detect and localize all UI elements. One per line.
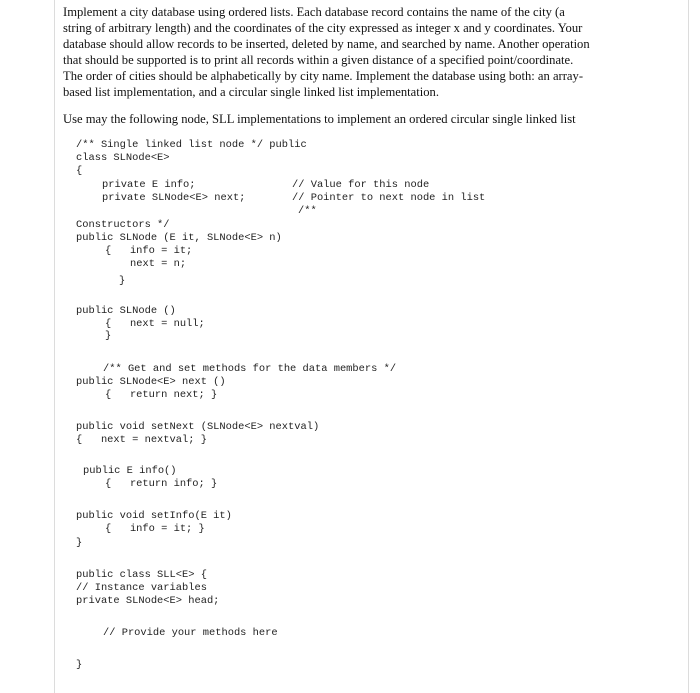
code-line: // Provide your methods here <box>103 627 278 639</box>
code-line: /** Get and set methods for the data members */ <box>103 363 397 375</box>
code-line: public SLNode<E> next () <box>76 376 226 388</box>
problem-line: The order of cities should be alphabetically by city name. Implement the database using both: an array- <box>63 69 584 83</box>
code-line: { return info; } <box>105 478 218 490</box>
code-line: Constructors */ <box>76 219 170 231</box>
code-line: next = n; <box>130 258 187 270</box>
code-line: public void setInfo(E it) <box>76 510 232 522</box>
document-page <box>54 0 689 693</box>
code-line: } <box>119 275 126 287</box>
problem-line: that should be supported is to print all records within a given distance of a specified point/coordinate. <box>63 53 574 67</box>
code-line: private SLNode<E> head; <box>76 595 220 607</box>
problem-line: database should allow records to be inserted, deleted by name, and searched by name. Another operation <box>63 37 590 51</box>
code-line: private E info; <box>102 179 196 191</box>
code-line: } <box>76 659 83 671</box>
code-line: /** Single linked list node */ public <box>76 139 307 151</box>
problem-line: string of arbitrary length) and the coordinates of the city expressed as integer x and y coordinates. Your <box>63 21 583 35</box>
code-line: public E info() <box>83 465 177 477</box>
code-line: public SLNode () <box>76 305 176 317</box>
code-line: // Value for this node <box>292 179 430 191</box>
code-line: { return next; } <box>105 389 218 401</box>
code-line: } <box>105 330 112 342</box>
problem-line: based list implementation, and a circular single linked list implementation. <box>63 85 439 99</box>
code-line: // Pointer to next node in list <box>292 192 486 204</box>
instruction-paragraph <box>63 111 643 127</box>
problem-statement <box>63 4 643 100</box>
code-line: class SLNode<E> <box>76 152 170 164</box>
code-line: { next = null; <box>105 318 205 330</box>
code-line: public SLNode (E it, SLNode<E> n) <box>76 232 282 244</box>
code-line: { info = it; <box>105 245 193 257</box>
code-line: } <box>76 537 83 549</box>
problem-line: Implement a city database using ordered lists. Each database record contains the name of the city (a <box>63 5 565 19</box>
code-line: { <box>76 165 83 177</box>
code-line: public class SLL<E> { <box>76 569 207 581</box>
instruction-line: Use may the following node, SLL implementations to implement an ordered circular single linked list <box>63 112 576 126</box>
code-line: /** <box>298 205 317 217</box>
code-line: { next = nextval; } <box>76 434 207 446</box>
code-line: private SLNode<E> next; <box>102 192 246 204</box>
code-line: // Instance variables <box>76 582 207 594</box>
code-line: public void setNext (SLNode<E> nextval) <box>76 421 320 433</box>
code-line: { info = it; } <box>105 523 205 535</box>
